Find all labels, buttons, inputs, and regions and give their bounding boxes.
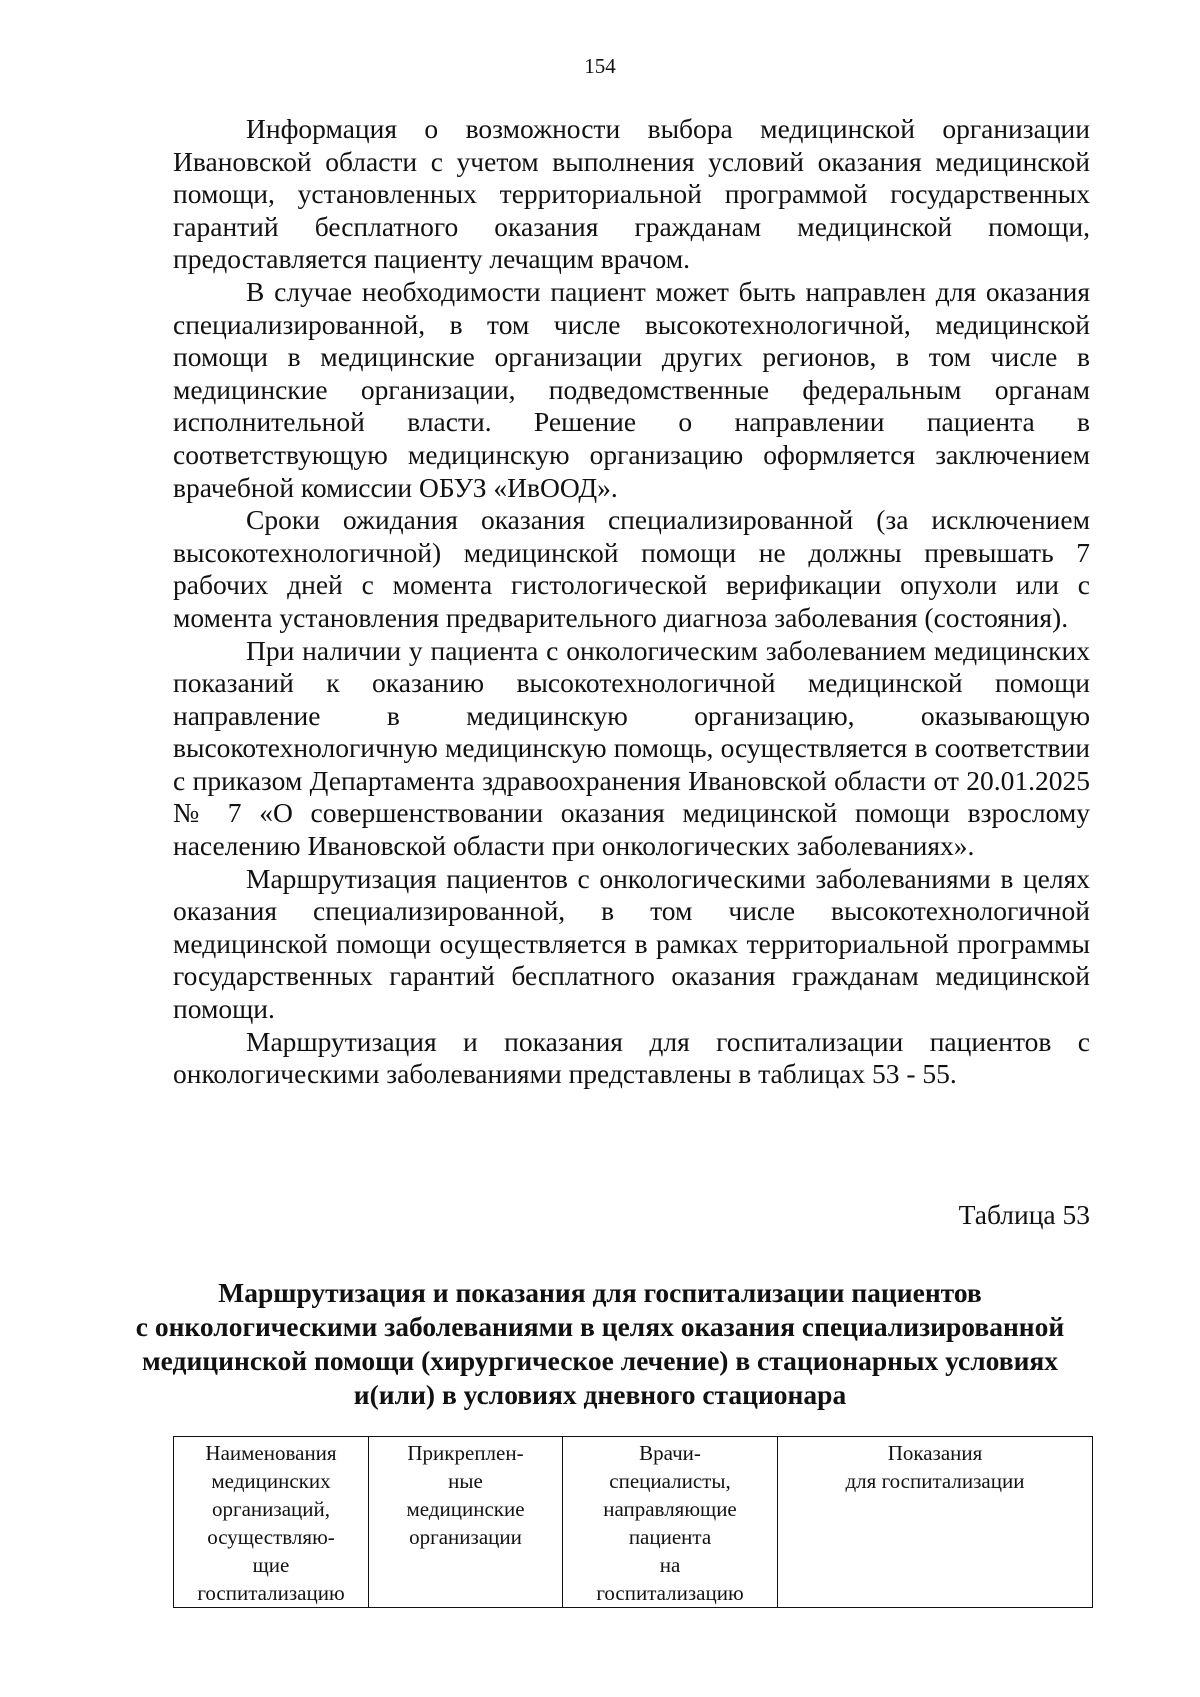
- header-text-line: госпитализацию: [596, 1581, 744, 1605]
- header-text-line: медицинские: [406, 1497, 525, 1521]
- header-text-line: пациента: [628, 1525, 712, 1549]
- paragraph-high-tech-care: При наличии у пациента с онкологическим заболеванием медицинских показаний к оказанию высокотехнологичной медицинской помощи направление в медицинскую организацию, оказывающую высокотехнологичную медицинскую помощь, осуществляется в соответствии с приказом Департамента здравоохранения Ивановской области от 20.01.2025 № 7 «О совершенствовании оказания медицинской помощи взрослому населению Ивановской области при онкологических заболеваниях».: [173, 634, 1090, 862]
- table-header-row: [174, 1437, 1093, 1608]
- table-title-line: Маршрутизация и показания для госпитализации пациентов: [218, 1277, 982, 1308]
- header-text-line: щие: [252, 1553, 290, 1577]
- paragraph-referral-other-regions: В случае необходимости пациент может быть направлен для оказания специализированной, в том числе высокотехнологичной, медицинской помощи в медицинские организации других регионов, в том числе в медицинские организации, подведомственные федеральным органам исполнительной власти. Решение о направлении пациента в соответствующую медицинскую организацию оформляется заключением врачебной комиссии ОБУЗ «ИвООД».: [173, 275, 1090, 503]
- paragraph-tables-reference: Маршрутизация и показания для госпитализации пациентов с онкологическими заболеваниями представлены в таблицах 53 - 55.: [173, 1025, 1090, 1090]
- paragraph-choice-of-organization: Информация о возможности выбора медицинской организации Ивановской области с учетом выполнения условий оказания медицинской помощи, установленных территориальной программой государственных гарантий бесплатного оказания гражданам медицинской помощи, предоставляется пациенту лечащим врачом.: [173, 113, 1090, 275]
- header-text-line: специалисты,: [609, 1469, 731, 1493]
- header-text-line: Врачи-: [639, 1441, 701, 1465]
- header-cell-indications: [778, 1437, 1093, 1608]
- header-cell-organizations: [174, 1437, 369, 1608]
- header-text-line: для госпитализации: [845, 1469, 1025, 1493]
- table-title-line: с онкологическими заболеваниями в целях оказания специализированной: [135, 1311, 1065, 1342]
- header-text-line: медицинских: [211, 1469, 331, 1493]
- page-number: 154: [584, 54, 616, 78]
- header-cell-referring-specialists: [563, 1437, 778, 1608]
- header-text-line: Прикреплен-: [407, 1441, 524, 1465]
- header-text-line: направляющие: [603, 1497, 737, 1521]
- table-label: Таблица 53: [958, 1199, 1090, 1230]
- header-text-line: ные: [448, 1469, 483, 1493]
- header-text-line: госпитализацию: [197, 1581, 345, 1605]
- paragraph-routing: Маршрутизация пациентов с онкологическими заболеваниями в целях оказания специализированной, в том числе высокотехнологичной медицинской помощи осуществляется в рамках территориальной программы государственных гарантий бесплатного оказания гражданам медицинской помощи.: [173, 862, 1090, 1025]
- table-title-line: и(или) в условиях дневного стационара: [353, 1379, 847, 1410]
- paragraph-waiting-times: Сроки ожидания оказания специализированной (за исключением высокотехнологичной) медицинской помощи не должны превышать 7 рабочих дней с момента гистологической верификации опухоли или с момента установления предварительного диагноза заболевания (состояния).: [173, 504, 1090, 633]
- body-text: [173, 113, 1090, 1091]
- header-text-line: Наименования: [205, 1441, 337, 1465]
- header-text-line: на: [659, 1553, 681, 1577]
- table-title-line: медицинской помощи (хирургическое лечение) в стационарных условиях: [141, 1345, 1059, 1376]
- header-cell-attached-organizations: [369, 1437, 563, 1608]
- header-text-line: организаций,: [212, 1497, 330, 1521]
- header-text-line: осуществляю-: [207, 1525, 335, 1549]
- table-title: [110, 1276, 1090, 1412]
- header-text-line: Показания: [887, 1441, 983, 1465]
- header-text-line: организации: [409, 1525, 522, 1549]
- routing-table: [173, 1436, 1093, 1608]
